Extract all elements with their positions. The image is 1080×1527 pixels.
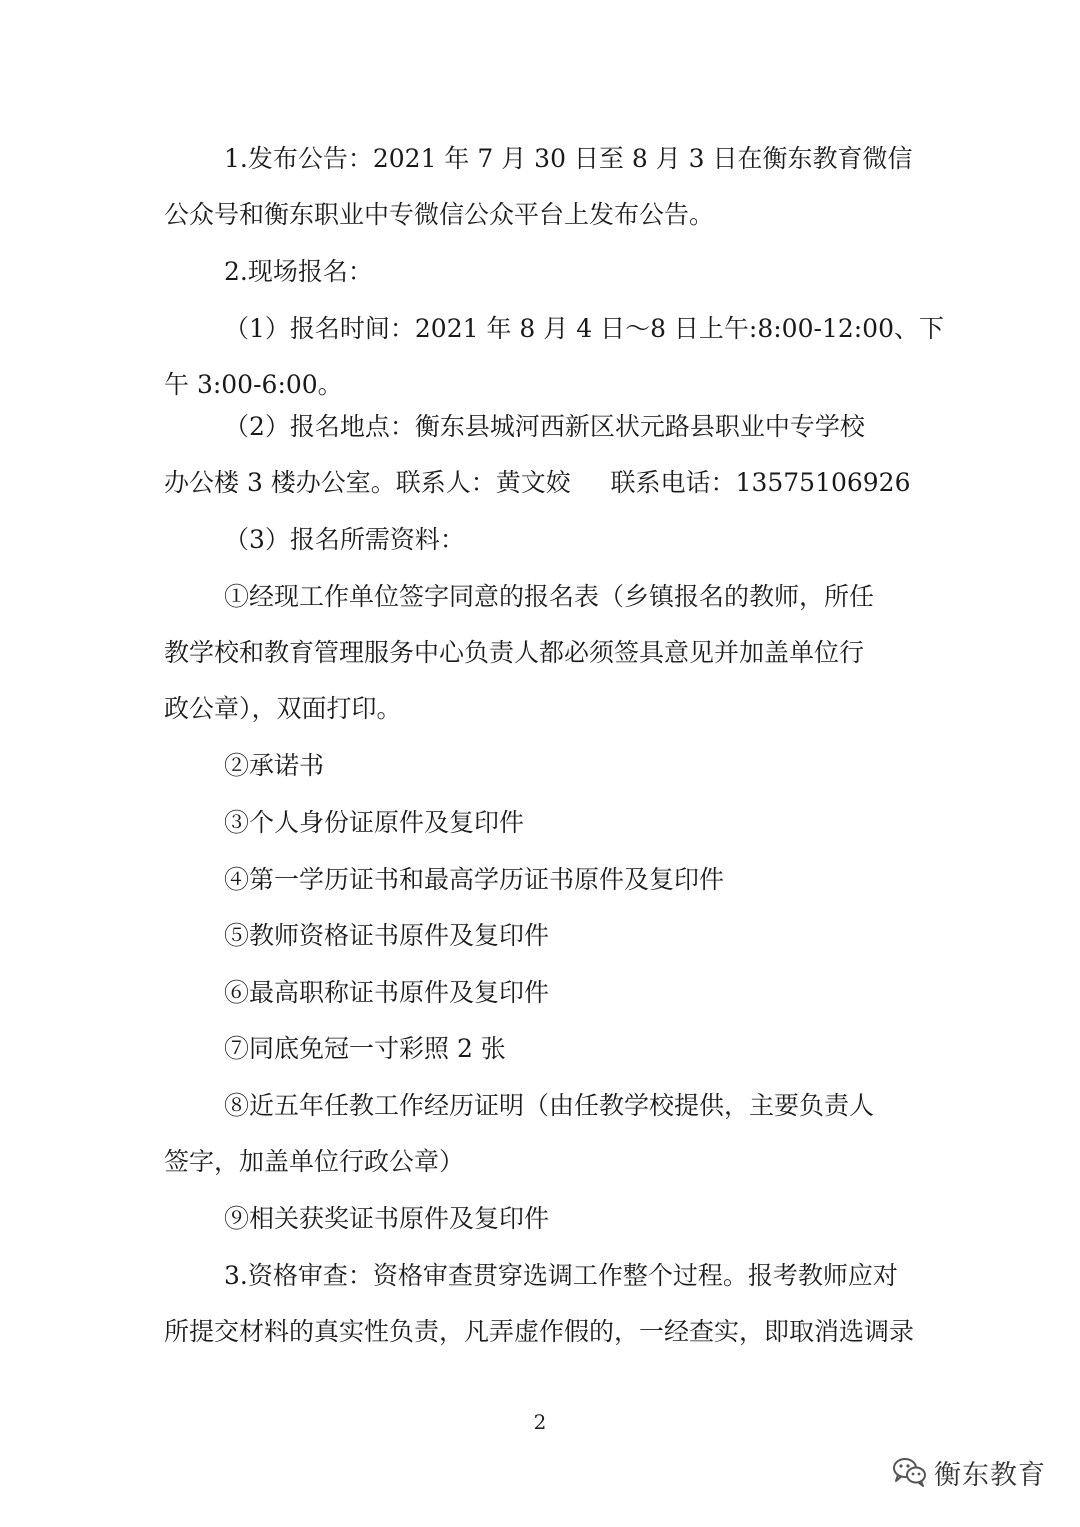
text-line: 教学校和教育管理服务中心负责人都必须签具意见并加盖单位行 <box>164 638 865 667</box>
text-line: ④第一学历证书和最高学历证书原件及复印件 <box>224 865 725 894</box>
paragraph-item-8 <box>164 1078 916 1190</box>
text-line: （3）报名所需资料： <box>224 525 465 554</box>
paragraph-item-9 <box>164 1191 916 1247</box>
text-line: ⑧近五年任教工作经历证明（由任教学校提供，主要负责人 <box>224 1091 875 1120</box>
text-line: 所提交材料的真实性负责，凡弄虚作假的，一经查实，即取消选调录 <box>164 1317 915 1346</box>
text-line: 3.资格审查：资格审查贯穿选调工作整个过程。报考教师应对 <box>224 1261 898 1290</box>
text-line: （2）报名地点：衡东县城河西新区状元路县职业中专学校 <box>224 412 865 441</box>
page-number: 2 <box>533 1410 547 1434</box>
text-line: ②承诺书 <box>224 751 325 780</box>
paragraph-registration-time <box>164 301 944 413</box>
paragraph-required-materials <box>164 512 916 568</box>
paragraph-item-7 <box>164 1021 916 1077</box>
paragraph-registration-place <box>164 399 916 511</box>
text-line: ⑥最高职称证书原件及复印件 <box>224 978 550 1007</box>
text-line: ⑤教师资格证书原件及复印件 <box>224 921 550 950</box>
watermark-text: 衡东教育 <box>934 1459 1046 1491</box>
text-line: 公众号和衡东职业中专微信公众平台上发布公告。 <box>164 200 715 229</box>
paragraph-item-2 <box>164 738 916 794</box>
paragraph-item-4 <box>164 852 916 908</box>
text-line: 午 3:00-6:00。 <box>164 370 343 399</box>
text-line: ⑨相关获奖证书原件及复印件 <box>224 1204 550 1233</box>
text-line: ①经现工作单位签字同意的报名表（乡镇报名的教师，所任 <box>224 582 875 611</box>
paragraph-item-1 <box>164 569 916 737</box>
text-line: ⑦同底免冠一寸彩照 2 张 <box>224 1034 506 1063</box>
paragraph-item-5 <box>164 908 916 964</box>
text-line: 签字，加盖单位行政公章） <box>164 1147 465 1176</box>
paragraph-item-6 <box>164 965 916 1021</box>
paragraph-publish-notice <box>164 131 916 243</box>
text-line: 2.现场报名： <box>224 257 373 286</box>
paragraph-item-3 <box>164 795 916 851</box>
text-line: ③个人身份证原件及复印件 <box>224 808 525 837</box>
text-line: （1）报名时间：2021 年 8 月 4 日～8 日上午:8:00-12:00、下 <box>224 314 944 343</box>
paragraph-onsite-registration <box>164 244 916 300</box>
wechat-icon <box>892 1456 928 1488</box>
paragraph-qualification-review <box>164 1248 916 1360</box>
text-line: 1.发布公告：2021 年 7 月 30 日至 8 月 3 日在衡东教育微信 <box>224 144 913 173</box>
text-line: 政公章），双面打印。 <box>164 694 402 723</box>
watermark <box>892 1452 1046 1492</box>
text-line: 办公楼 3 楼办公室。联系人：黄文姣 联系电话：13575106926 <box>164 468 911 497</box>
